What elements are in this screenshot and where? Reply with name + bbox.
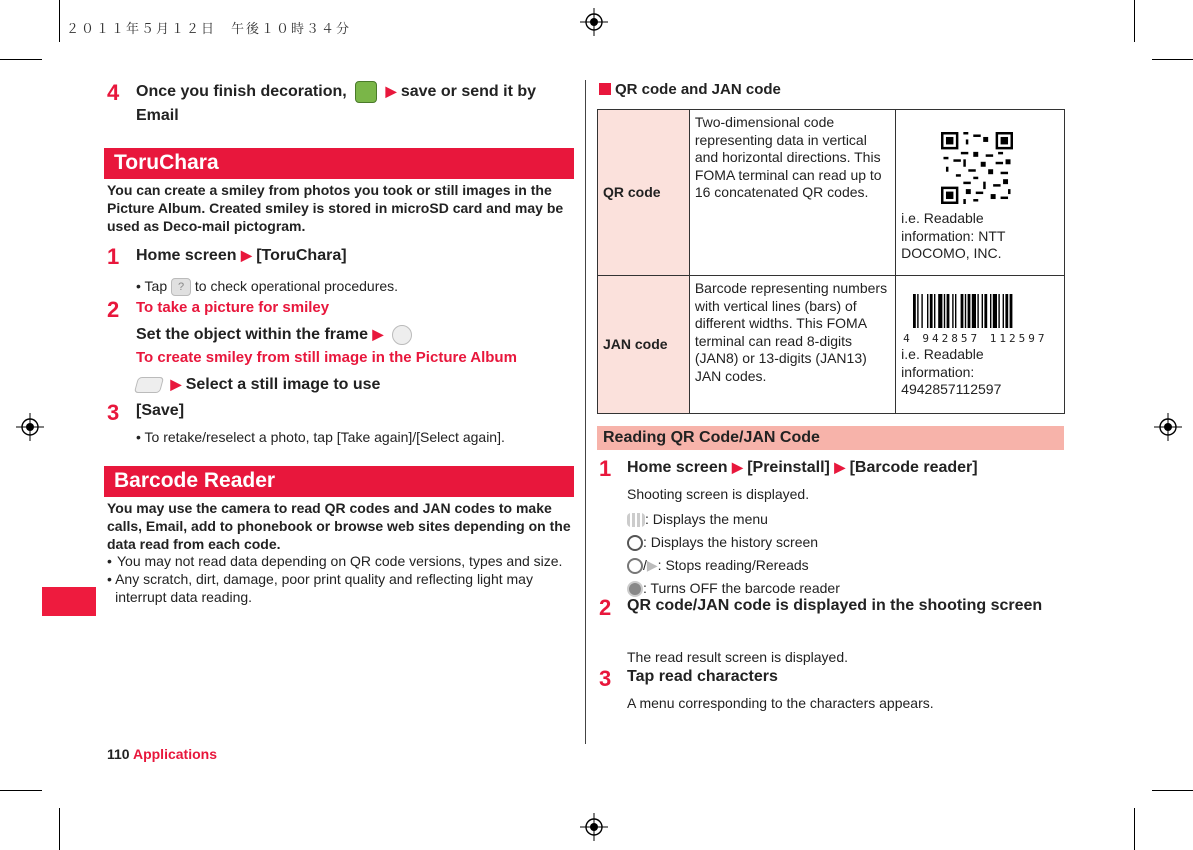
- bullet-item: • You may not read data depending on QR code versions, types and size.: [107, 553, 563, 569]
- qr-label: QR code: [598, 110, 690, 276]
- barcode-bar: [913, 294, 916, 328]
- registration-mark-icon: [580, 813, 608, 841]
- legend-item: /▶: Stops reading/Rereads: [627, 554, 840, 577]
- code-types-table: [597, 109, 1065, 414]
- barcode-bar: [1010, 294, 1013, 328]
- footer-section: Applications: [132, 746, 217, 762]
- registration-mark-icon: [16, 413, 44, 441]
- page-footer: [107, 746, 217, 762]
- arrow-icon: ▶: [240, 247, 252, 263]
- barcode-bar: [944, 294, 945, 328]
- barcode-bar: [961, 294, 964, 328]
- note-before: • Tap: [136, 278, 168, 294]
- barcode-bar: [1006, 294, 1009, 328]
- jan-example-text: i.e. Readable information: 4942857112597: [901, 346, 1002, 397]
- page-number: 110: [107, 746, 130, 762]
- barcode-bullets: [107, 552, 567, 606]
- registration-mark-icon: [1154, 413, 1182, 441]
- bullet-text: You may not read data depending on QR code versions, types and size.: [117, 553, 563, 569]
- column-divider: [585, 80, 586, 744]
- menu-icon[interactable]: [627, 513, 645, 527]
- arrow-icon: ▶: [372, 326, 384, 342]
- toruchara-step1-text: [136, 243, 347, 268]
- stop-icon[interactable]: [627, 558, 643, 574]
- toruchara-intro: You can create a smiley from photos you took or still images in the Picture Album. Created smiley is stored in microSD card and may be used as Deco-mail pictogram.: [107, 182, 564, 234]
- barcode-bar: [934, 294, 935, 328]
- legend-text: : Displays the history screen: [643, 534, 819, 550]
- barcode-bar: [938, 294, 942, 328]
- legend-item: [627, 508, 840, 531]
- jan-barcode-image: [901, 294, 1051, 346]
- print-stamp: ２０１１年５月１２日 午後１０時３４分: [66, 22, 352, 37]
- step-number: 1: [107, 244, 120, 269]
- toruchara-step1-note: [136, 277, 398, 296]
- reading-step2-text: QR code/JAN code is displayed in the shooting screen: [627, 597, 1043, 614]
- bullet-item: • Any scratch, dirt, damage, poor print quality and reflecting light may interrupt data reading.: [107, 570, 567, 606]
- help-icon[interactable]: ?: [171, 278, 191, 296]
- step-number: 3: [599, 666, 612, 691]
- section-title-text: QR code and JAN code: [615, 81, 781, 98]
- barcode-bar: [955, 294, 956, 328]
- barcode-bar: [965, 294, 966, 328]
- jan-label: JAN code: [598, 276, 690, 414]
- barcode-bar: [968, 294, 971, 328]
- jan-example-cell: [896, 276, 1065, 414]
- step4-text-line2: Email: [136, 107, 179, 124]
- qr-description: Two-dimensional code representing data in vertical and horizontal directions. This FOMA terminal can read up to 16 concatenated QR codes.: [689, 110, 895, 276]
- step1-part3: [Barcode reader]: [849, 459, 978, 476]
- step-number: 2: [107, 297, 120, 322]
- legend-text: : Turns OFF the barcode reader: [643, 580, 840, 596]
- reading-step1-desc: Shooting screen is displayed.: [627, 486, 810, 502]
- barcode-bar: [1003, 294, 1004, 328]
- step1-part1: Home screen: [136, 247, 237, 264]
- bullet-text: Any scratch, dirt, damage, poor print quality and reflecting light may interrupt data reading.: [115, 571, 533, 605]
- arrow-icon: ▶: [170, 376, 182, 392]
- history-icon[interactable]: [627, 535, 643, 551]
- arrow-icon: ▶: [834, 459, 846, 475]
- picture-album-icon[interactable]: [134, 377, 164, 393]
- step4-text-after: save or send it by: [400, 83, 537, 100]
- decoration-done-icon[interactable]: [355, 81, 377, 103]
- arrow-icon: ▶: [731, 459, 743, 475]
- step-number: 3: [107, 400, 120, 425]
- legend-text: : Stops reading/Rereads: [657, 557, 809, 573]
- step4-text: [136, 79, 576, 128]
- step1-part2: [ToruChara]: [256, 247, 347, 264]
- step-number: 2: [599, 595, 612, 620]
- barcode-icon-legend: [627, 508, 840, 600]
- step4-text-before: Once you finish decoration,: [136, 83, 347, 100]
- qr-example-cell: [896, 110, 1065, 276]
- step2-sub2: To create smiley from still image in the Picture Album: [136, 349, 517, 366]
- jan-description: Barcode representing numbers with vertical lines (bars) of different widths. This FOMA terminal can read 8-digits (JAN8) or 13-digits (JAN13) JAN codes.: [689, 276, 895, 414]
- barcode-bar: [990, 294, 991, 328]
- qr-jan-section-heading: [599, 81, 781, 98]
- barcode-bar: [982, 294, 983, 328]
- qr-code-image: [941, 132, 1013, 204]
- barcode-reader-title: Barcode Reader: [104, 466, 574, 497]
- legend-text: : Displays the menu: [645, 511, 768, 527]
- square-bullet-icon: [599, 83, 611, 95]
- barcode-bar: [985, 294, 988, 328]
- chapter-side-tab: [42, 587, 96, 616]
- reading-step1-text: [627, 455, 978, 480]
- barcode-bar: [952, 294, 953, 328]
- note-after: to check operational procedures.: [194, 278, 399, 294]
- reading-step2-desc: The read result screen is displayed.: [627, 649, 848, 665]
- toruchara-step3-note: • To retake/reselect a photo, tap [Take again]/[Select again].: [136, 429, 505, 445]
- reading-step3-text: Tap read characters: [627, 668, 778, 685]
- sub1-action-text: Set the object within the frame: [136, 326, 369, 343]
- toruchara-title: ToruChara: [104, 148, 574, 179]
- step2-sub1-action: [136, 322, 412, 347]
- table-row: [598, 110, 1065, 276]
- barcode-bar: [947, 294, 950, 328]
- step-number: 4: [107, 80, 120, 105]
- shutter-icon[interactable]: [392, 325, 412, 345]
- toruchara-step3-text: [Save]: [136, 402, 185, 419]
- barcode-digits: 4 942857 112597: [903, 332, 1048, 345]
- step-number: 1: [599, 456, 612, 481]
- arrow-icon: ▶: [385, 83, 397, 99]
- reread-icon[interactable]: ▶: [646, 557, 658, 573]
- barcode-bar: [922, 294, 923, 328]
- step1-part1: Home screen: [627, 459, 728, 476]
- barcode-bar: [978, 294, 979, 328]
- step2-sub1: To take a picture for smiley: [136, 299, 330, 316]
- table-row: [598, 276, 1065, 414]
- step1-part2: [Preinstall]: [747, 459, 830, 476]
- qr-example-text: i.e. Readable information: NTT DOCOMO, INC.: [901, 210, 1006, 261]
- registration-mark-icon: [580, 8, 608, 36]
- legend-item: [627, 531, 840, 554]
- reading-section-title: Reading QR Code/JAN Code: [597, 426, 1064, 450]
- barcode-intro: You may use the camera to read QR codes and JAN codes to make calls, Email, add to phonebook or browse web sites depending on the data read from each code.: [107, 500, 571, 552]
- step2-sub2-action: [136, 372, 380, 397]
- barcode-bar: [993, 294, 997, 328]
- barcode-bar: [972, 294, 976, 328]
- sub2-action-text: Select a still image to use: [185, 376, 381, 393]
- barcode-bar: [917, 294, 918, 328]
- barcode-bar: [930, 294, 933, 328]
- barcode-bars: [913, 294, 1043, 334]
- barcode-bar: [999, 294, 1000, 328]
- reading-step3-desc: A menu corresponding to the characters appears.: [627, 695, 934, 711]
- barcode-bar: [927, 294, 928, 328]
